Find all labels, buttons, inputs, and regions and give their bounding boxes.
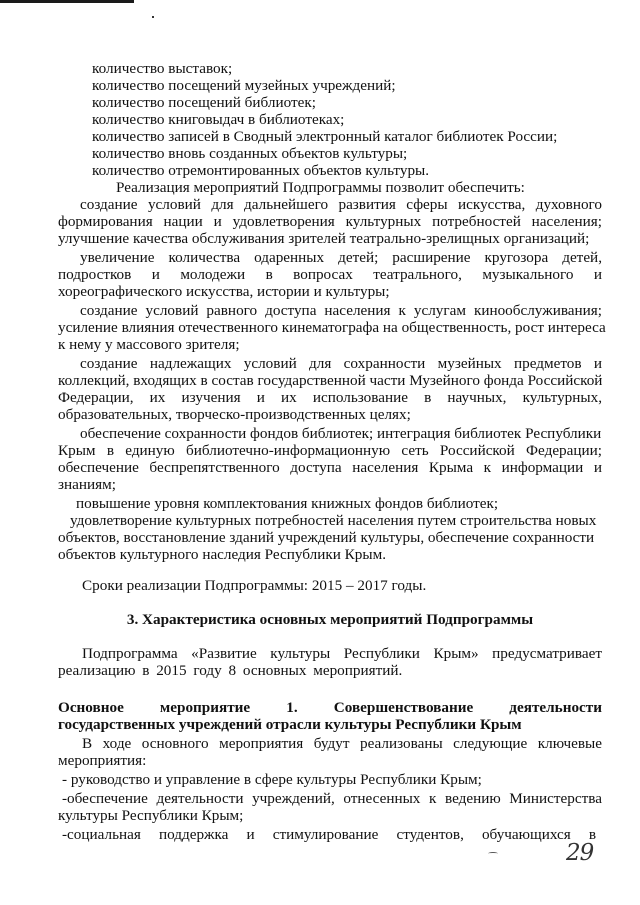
- text-line: - руководство и управление в сфере культуры Республики Крым;: [62, 771, 482, 788]
- scan-edge-mark: [0, 0, 134, 3]
- text-line: удовлетворение культурных потребностей населения путем строительства новых: [70, 512, 597, 529]
- text-line: знаниям;: [58, 476, 116, 493]
- text-line: повышение уровня комплектования книжных фондов библиотек;: [76, 495, 499, 512]
- text-line: создание условий равного доступа населения к услугам кинообслуживания;: [80, 302, 602, 319]
- text-line: улучшение качества обслуживания зрителей театрально-зрелищных организаций;: [58, 230, 590, 247]
- text-line: Федерации, их изучения и их использование в научных, культурных,: [58, 389, 602, 406]
- text-line: Реализация мероприятий Подпрограммы позволит обеспечить:: [116, 179, 525, 196]
- text-line: усиление влияния отечественного кинематографа на общественность, рост интереса: [58, 319, 606, 336]
- text-line: объектов, восстановление зданий учреждений культуры, обеспечение сохранности: [58, 529, 595, 546]
- text-line: количество посещений музейных учреждений;: [92, 77, 396, 94]
- text-line: объектов культурного наследия Республики Крым.: [58, 546, 387, 563]
- text-line: обеспечение беспрепятственного доступа населения Крыма к информации и: [58, 459, 602, 476]
- scan-dot: [152, 16, 154, 18]
- text-line: -обеспечение деятельности учреждений, отнесенных к ведению Министерства: [62, 790, 602, 807]
- text-line: хореографического искусства, истории и культуры;: [58, 283, 390, 300]
- text-line: количество книговыдач в библиотеках;: [92, 111, 345, 128]
- text-line: коллекций, входящих в состав государственной части Музейного фонда Российской: [58, 372, 603, 389]
- text-line: обеспечение сохранности фондов библиотек; интеграция библиотек Республики: [80, 425, 602, 442]
- scan-mark: [488, 852, 498, 855]
- text-line: количество выставок;: [92, 60, 233, 77]
- text-line: культуры Республики Крым;: [58, 807, 244, 824]
- text-line: формирования нации и удовлетворения культурных потребностей населения;: [58, 213, 602, 230]
- text-line: создание надлежащих условий для сохранности музейных предметов и: [80, 355, 602, 372]
- text-line: образовательных, творческо-производственных целях;: [58, 406, 411, 423]
- text-line: -социальная поддержка и стимулирование студентов, обучающихся в: [62, 826, 596, 843]
- subsection-heading: Основное мероприятие 1. Совершенствование деятельности: [58, 699, 602, 716]
- subsection-heading: государственных учреждений отрасли культуры Республики Крым: [58, 716, 522, 733]
- text-line: Сроки реализации Подпрограммы: 2015 – 2017 годы.: [82, 577, 427, 594]
- text-line: к нему у массового зрителя;: [58, 336, 240, 353]
- page-number: 29: [566, 840, 594, 866]
- text-line: увеличение количества одаренных детей; расширение кругозора детей,: [80, 249, 602, 266]
- text-line: Крым в единую библиотечно-информационную сеть Российской Федерации;: [58, 442, 602, 459]
- text-line: количество посещений библиотек;: [92, 94, 316, 111]
- text-line: количество вновь созданных объектов культуры;: [92, 145, 408, 162]
- text-line: количество записей в Сводный электронный каталог библиотек России;: [92, 128, 558, 145]
- section-heading: 3. Характеристика основных мероприятий Подпрограммы: [126, 611, 534, 628]
- text-line: количество отремонтированных объектов культуры.: [92, 162, 430, 179]
- text-line: мероприятия:: [58, 752, 147, 769]
- text-line: создание условий для дальнейшего развития сферы искусства, духовного: [80, 196, 602, 213]
- text-line: Подпрограмма «Развитие культуры Республики Крым» предусматривает: [82, 645, 602, 662]
- text-line: подростков и молодежи в вопросах театрального, музыкального и: [58, 266, 602, 283]
- text-line: реализацию в 2015 году 8 основных мероприятий.: [58, 662, 403, 679]
- text-line: В ходе основного мероприятия будут реализованы следующие ключевые: [82, 735, 602, 752]
